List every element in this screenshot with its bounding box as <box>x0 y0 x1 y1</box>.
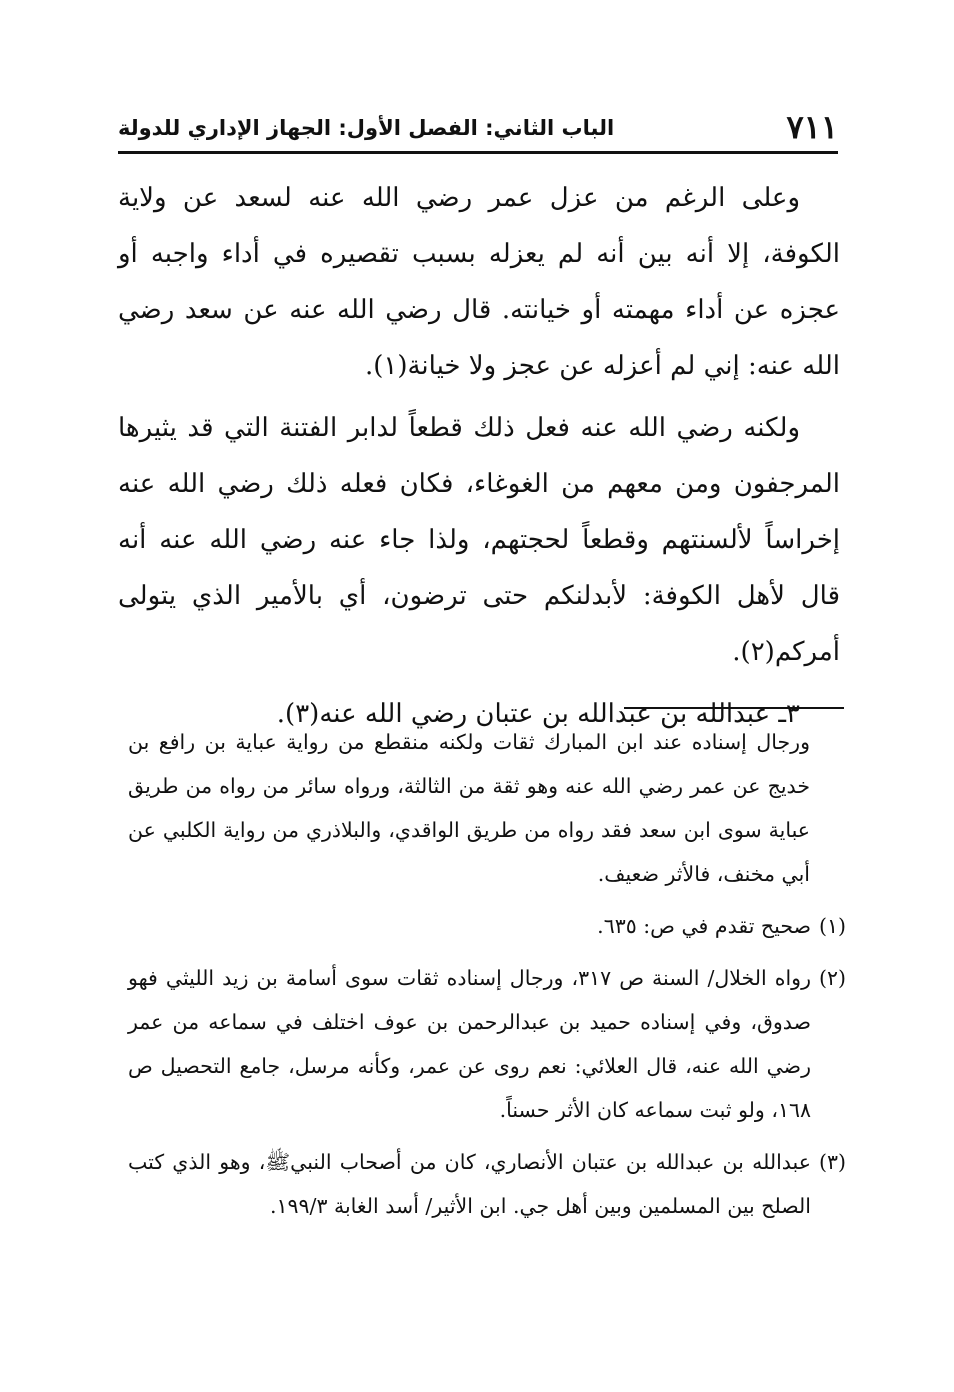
footnote-1 <box>128 904 846 948</box>
footnote-text: رواه الخلال/ السنة ص ٣١٧، ورجال إسناده ثقات سوى أسامة بن زيد الليثي فهو صدوق، وفي إسناده حميد بن عبدالرحمن بن عوف اختلف في سماعه من عمر رضي الله عنه، قال العلائي: نعم روى عن عمر، وكأنه مرسل، جامع التحصيل ص ١٦٨، ولو ثبت سماعه كان الأثر حسناً. <box>128 966 811 1122</box>
footnote-number: (١) <box>818 914 846 938</box>
paragraph: وعلى الرغم من عزل عمر رضي الله عنه لسعد عن ولاية الكوفة، إلا أنه بين أنه لم يعزله بسبب تقصيره في أداء واجبه أو عجزه عن أداء مهمته أو خيانته. قال رضي الله عنه عن سعد رضي الله عنه: إني لم أعزله عن عجز ولا خيانة(١). <box>118 183 840 381</box>
footnote-number: (٣) <box>818 1150 846 1174</box>
running-title: الباب الثاني: الفصل الأول: الجهاز الإداري للدولة <box>118 116 615 140</box>
footnote-text: صحيح تقدم في ص: ٦٣٥. <box>597 914 811 938</box>
page-header <box>118 108 838 150</box>
footnote-number: (٢) <box>818 966 846 990</box>
main-text <box>118 170 840 748</box>
footnotes <box>128 720 846 1228</box>
footnote-continuation: ورجال إسناده عند ابن المبارك ثقات ولكنه منقطع من رواية عباية بن رافع بن خديج عن عمر رضي الله عنه وهو ثقة من الثالثة، ورواه سائر من رواه من طريق عباية سوى ابن سعد فقد رواه من طريق الواقدي، والبلاذري من رواية الكلبي عن أبي مخنف، فالأثر ضعيف. <box>128 730 810 886</box>
footnote-3 <box>128 1140 846 1228</box>
numbered-item: ٣ـ عبدالله بن عبدالله بن عتبان رضي الله عنه(٣). <box>276 699 800 729</box>
footnote-2 <box>128 956 846 1132</box>
header-rule <box>118 151 838 154</box>
footnote-separator <box>624 707 844 709</box>
footnote-text: عبدالله بن عبدالله بن عتبان الأنصاري، كان من أصحاب النبيﷺ، وهو الذي كتب الصلح بين المسلمين وبين أهل جي. ابن الأثير/ أسد الغابة ١٩٩/٣. <box>128 1150 811 1218</box>
page-number: ٧١١ <box>786 108 838 146</box>
paragraph: ولكنه رضي الله عنه فعل ذلك قطعاً لدابر الفتنة التي قد يثيرها المرجفون ومن معهم من الغوغاء، فكان فعله ذلك رضي الله عنه إخراساً لألسنتهم وقطعاً لحجتهم، ولذا جاء عنه رضي الله عنه أنه قال لأهل الكوفة: لأبدلنكم حتى ترضون، أي بالأمير الذي يتولى أمركم(٢). <box>118 413 840 667</box>
